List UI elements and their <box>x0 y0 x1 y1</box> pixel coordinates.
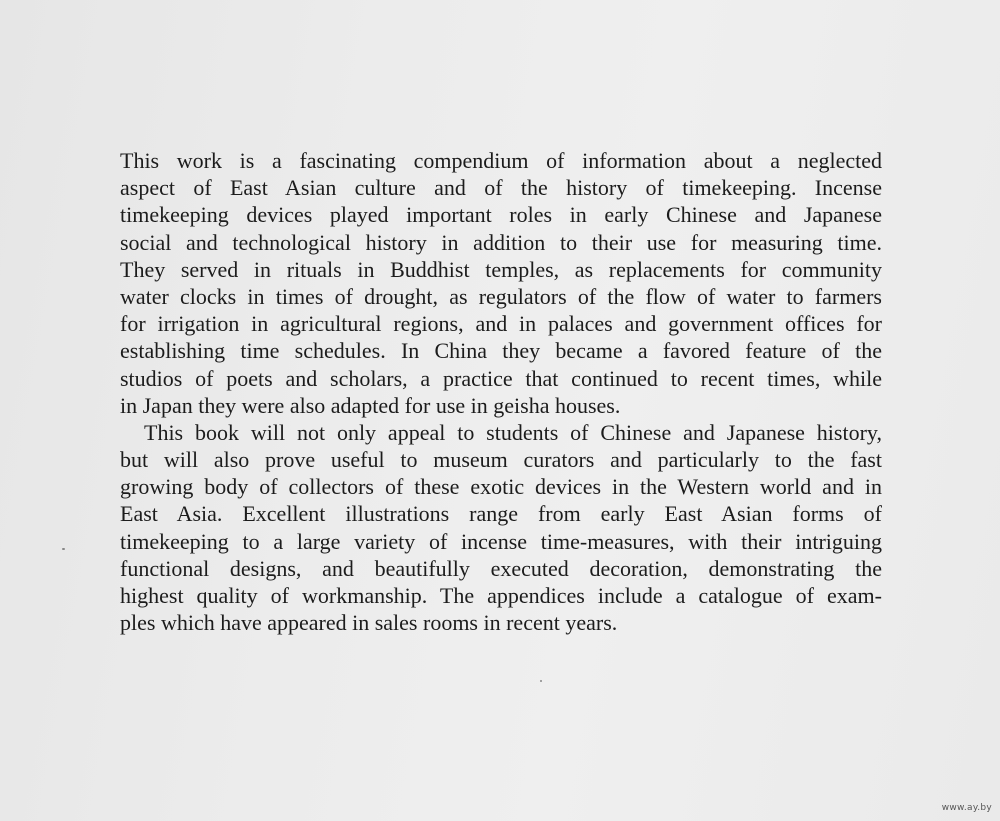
text-line: studios of poets and scholars, a practice that continued to recent times, while <box>120 365 882 391</box>
text-line: They served in rituals in Buddhist temples, as replacements for community <box>120 256 882 282</box>
text-line: aspect of East Asian culture and of the history of timekeeping. Incense <box>120 175 882 201</box>
text-line: for irrigation in agricultural regions, and in palaces and government offices for <box>120 311 882 337</box>
text-line: in Japan they were also adapted for use in geisha houses. <box>120 392 621 418</box>
text-line: water clocks in times of drought, as regulators of the flow of water to farmers <box>120 283 882 309</box>
paragraph-1 <box>120 147 882 419</box>
text-line: highest quality of workmanship. The appendices include a catalogue of exam- <box>120 583 882 608</box>
blurb-text <box>120 147 882 636</box>
text-line: growing body of collectors of these exotic devices in the Western world and in <box>120 474 882 500</box>
paragraph-2 <box>120 419 882 637</box>
paper-speck <box>540 680 542 682</box>
text-line: timekeeping devices played important roles in early Chinese and Japanese <box>120 202 882 228</box>
text-line: This book will not only appeal to students of Chinese and Japanese history, <box>144 419 882 445</box>
text-line: This work is a fascinating compendium of information about a neglected <box>120 148 882 173</box>
text-line: social and technological history in addition to their use for measuring time. <box>120 229 882 255</box>
text-line: timekeeping to a large variety of incense time-measures, with their intriguing <box>120 528 882 554</box>
watermark: www.ay.by <box>941 803 992 813</box>
text-line: East Asia. Excellent illustrations range from early East Asian forms of <box>120 501 882 527</box>
text-line: ples which have appeared in sales rooms in recent years. <box>120 610 618 636</box>
text-line: establishing time schedules. In China they became a favored feature of the <box>120 338 882 364</box>
text-line: functional designs, and beautifully executed decoration, demonstrating the <box>120 555 882 581</box>
paper-speck <box>62 548 65 550</box>
text-line: but will also prove useful to museum curators and particularly to the fast <box>120 447 882 473</box>
